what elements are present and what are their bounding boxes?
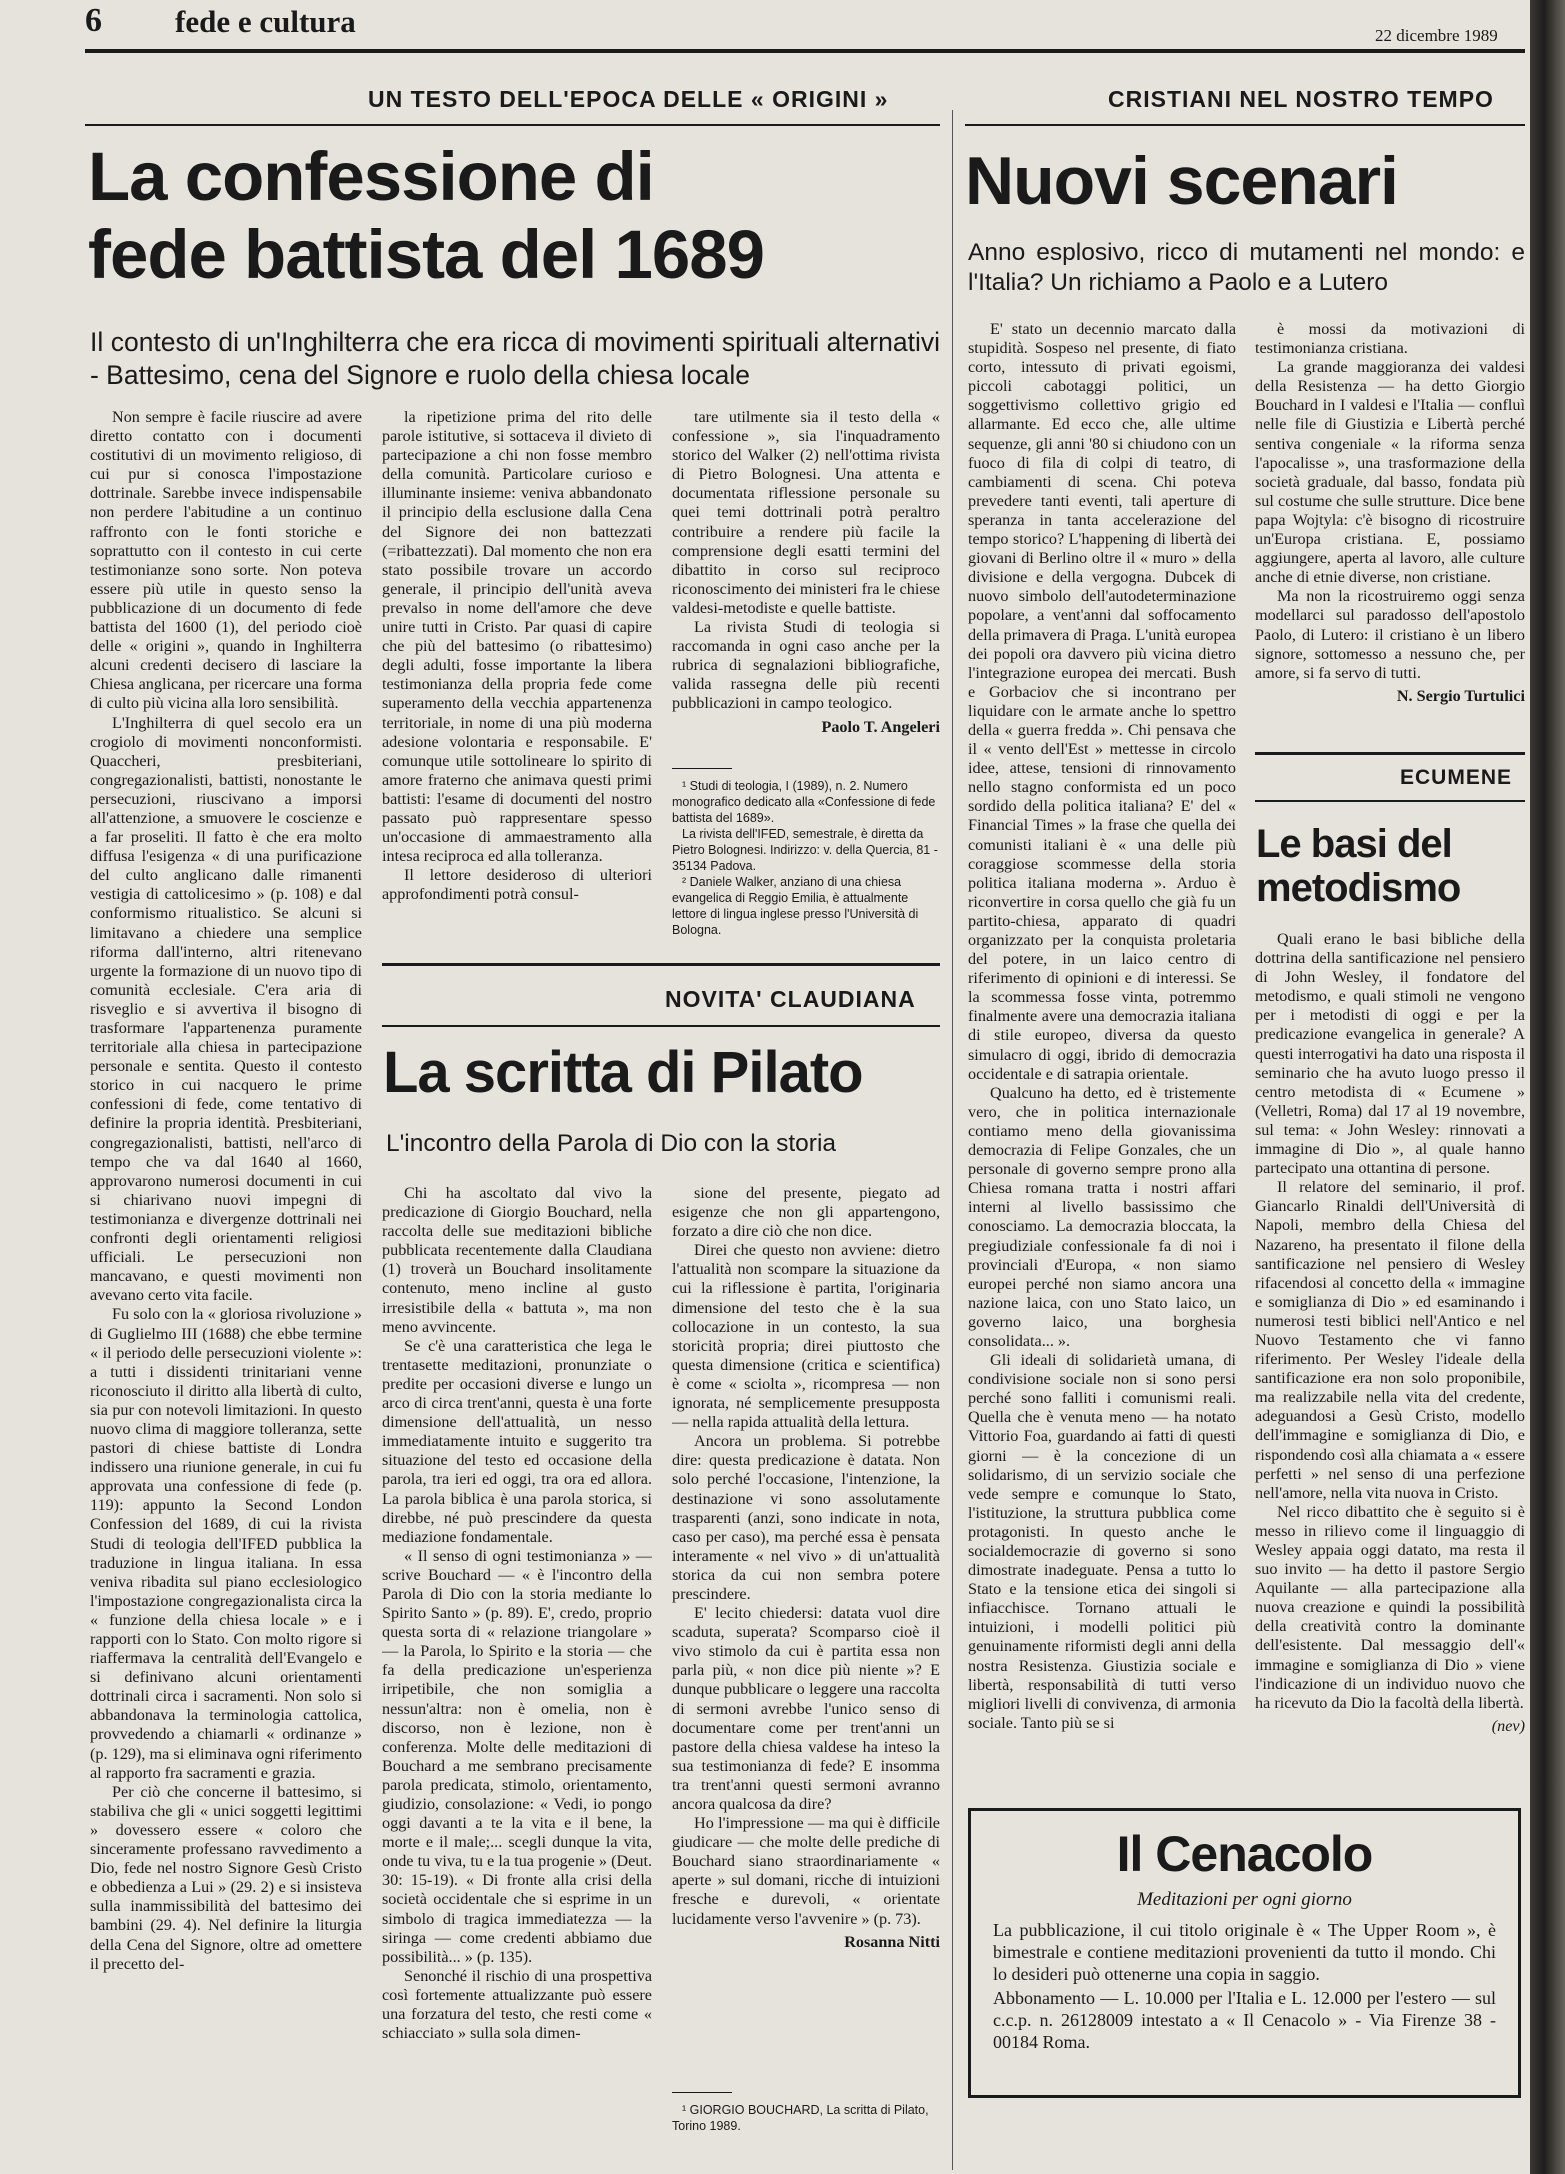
cenacolo-text1: La pubblicazione, il cui titolo originale è « The Upper Room », è bimestrale e contiene meditazioni provenienti da tutto il mondo. Chi lo desideri può ottenerne una copia in saggio. xyxy=(993,1920,1496,1984)
article1-footnotes xyxy=(672,778,940,938)
paragraph: sione del presente, piegato ad esigenze che non gli appartengono, forzato a dire ciò che non dice. xyxy=(672,1184,940,1241)
article4-signature: (nev) xyxy=(1491,1716,1525,1735)
article2-kicker-rule xyxy=(382,1025,940,1027)
article3-kicker: CRISTIANI NEL NOSTRO TEMPO xyxy=(1108,86,1494,112)
article1-column3 xyxy=(672,408,940,753)
paragraph: Ma non la ricostruiremo oggi senza modellarci sul paradosso dell'apostolo Paolo, di Lutero: il cristiano è un libero signore, sottomesso a nessuno che, per amore, si fa servo di tutti. xyxy=(1255,587,1525,682)
paragraph: E' lecito chiedersi: datata vuol dire scaduta, superata? Scomparso cioè il vivo stimolo da cui è partita essa non parla più, « non dice più niente »? E dunque pubblicare o leggere una raccolta di sermoni avrebbe l'unico senso di documentare come per trent'anni un pastore della chiesa valdese ha inteso la sua testimonianza di fede? E insomma tra trent'anni questi sermoni avranno ancora qualcosa da dire? xyxy=(672,1604,940,1813)
paragraph: Il relatore del seminario, il prof. Giancarlo Rinaldi dell'Università di Napoli, membro della Chiesa del Nazareno, ha presentato il filone della santificazione nel pensiero di Wesley rifacendosi al concetto della « immagine e somiglianza di Dio » ed esaminando i numerosi testi biblici nell'Antico e nel Nuovo Testamento che vi fanno riferimento. Per Wesley l'ideale della santificazione era non solo proponibile, ma realizzabile nella vita del credente, adeguandosi a Gesù Cristo, modello dell'immagine e somiglianza di Dio, e rispondendo così alla chiamata a « essere perfetti » nel senso di una perfezione nell'amore, nella vita nuova in Cristo. xyxy=(1255,1178,1525,1502)
article2-kicker: NOVITA' CLAUDIANA xyxy=(665,986,916,1012)
article1-column2 xyxy=(382,408,652,938)
paragraph: Se c'è una caratteristica che lega le trentasette meditazioni, pronunziate o predite per occasioni diverse e lungo un arco di circa trent'anni, questa è una forte dimensione dell'attualità, un nesso immediatamente intuito e suggerito tra situazione del testo ed occasione della parola, tra ieri ed oggi, tra ora ed allora. La parola biblica è una parola storica, si direbbe, né può prescindere da questa mediazione fondamentale. xyxy=(382,1336,652,1546)
article3-signature: N. Sergio Turtulici xyxy=(1396,686,1525,705)
article1-title-line1: La confessione di xyxy=(88,138,654,215)
paragraph: Senonché il rischio di una prospettiva così fortemente attualizzante può essere una forzatura del testo, che resti come « schiacciato » sulla sola dimen- xyxy=(382,1966,652,2043)
article4-kicker: ECUMENE xyxy=(1400,766,1513,789)
masthead-rule xyxy=(85,49,1525,53)
paragraph: Quali erano le basi bibliche della dottrina della santificazione nel pensiero di John Wesley, il fondatore del metodismo, e quali stimoli ne vengono per i metodisti di oggi e per la predicazione evangelica in generale? A questi interrogativi ha dato una risposta il seminario che ha avuto luogo presso il centro metodista di « Ecumene » (Velletri, Roma) dal 17 al 19 novembre, sul tema: « John Wesley: rinnovati a immagine di Dio », al quale hanno partecipato una ottantina di persone. xyxy=(1255,930,1525,1178)
footnote: ¹ Studi di teologia, I (1989), n. 2. Numero monografico dedicato alla «Confessione di fede battista del 1689». xyxy=(672,779,936,825)
article2-deck: L'incontro della Parola di Dio con la storia xyxy=(386,1130,837,1157)
column-divider xyxy=(952,110,953,2170)
article4-title-line2: metodismo xyxy=(1256,866,1461,910)
article4-title-line1: Le basi del xyxy=(1256,822,1452,866)
cenacolo-text2: Abbonamento — L. 10.000 per l'Italia e L. 12.000 per l'estero — sul c.c.p. n. 26128009 intestato a « Il Cenacolo » - Via Firenze 38 - 00184 Roma. xyxy=(993,1988,1496,2052)
paragraph: Ancora un problema. Si potrebbe dire: questa predicazione è datata. Non solo perché l'occasione, l'intenzione, la destinazione vi sono assolutamente trasparenti (anzi, sono indicate in nota, caso per caso), ma perché essa è pensata interamente « nel vivo » di un'attualità storica da cui non sembra potere prescindere. xyxy=(672,1432,940,1603)
article1-top-rule xyxy=(85,124,940,126)
paragraph: Direi che questo non avviene: dietro l'attualità non scompare la situazione da cui la riflessione è partita, l'originaria dimensione del testo che è la sua collocazione in un contesto, la sua storicità propria; direi piuttosto che questa dimensione (critica e scientifica) è come « sciolta », ricompresa — non ignorata, né semplicemente presupposta — nella rapida attualità della lettura. xyxy=(672,1241,940,1432)
footnote: ¹ GIORGIO BOUCHARD, La scritta di Pilato, Torino 1989. xyxy=(672,2103,929,2133)
paragraph: Gli ideali di solidarietà umana, di condivisione sociale non si sono persi perché sono falliti i comunismi reali. Quella che è venuta meno — ha notato Vittorio Foa, guardando ai fatti di questi giorni — è la concezione di un solidarismo, di un servizio sociale che vede sempre e comunque lo Stato, l'istituzione, la struttura pubblica come protagonisti. In questo anche le socialdemocrazie di governo si sono dimostrate inadeguate. Pensa a tutto lo Stato e la tensione etica dei singoli si infiacchisce. Tornano attuali le intuizioni, i modelli politici più genuinamente riformisti degli anni della nostra Resistenza. Giustizia sociale e libertà, responsabilità di tutti verso migliori livelli di convivenza, di armonia sociale. Tanto più se si xyxy=(968,1351,1236,1732)
paragraph: E' stato un decennio marcato dalla stupidità. Sospeso nel presente, di fiato corto, intessuto di privati egoismi, piccoli cabotaggi politici, un soggettivismo collettivo grigio ed allarmante. Ed ecco che, alle ultime sequenze, gli anni '80 si chiudono con un fuoco di fila di colpi di teatro, di cambiamenti di scena. Chi poteva prevedere tanti eventi, tali aperture di speranza in tanta accelerazione del tempo storico? L'happening di libertà dei giovani di Berlino oltre il « muro » della divisione e della vergogna. Dubcek di nuovo simbolo dell'autodeterminazione popolare, a vent'anni dal soffocamento della primavera di Praga. L'unità europea dei popoli ora davvero più vicina dietro l'integrazione europea dei mercati. Bush e Gorbaciov che si incontrano per liquidare con le armate anche lo spettro della « guerra fredda ». Chi pensava che il « vento dell'Est » mettesse in circolo idee, attese, tensioni di rinnovamento nello stagno conformista ed un poco sordido della politica italiana? E' del « Financial Times » la frase che quella dei comunisti italiani è « una delle più coraggiose scommesse della storia politica italiana moderna ». Arduo è riconvertire in corsa quello che già fu un partito-chiesa, apparato di quadri organizzato per la conquista proletaria del potere, in un laico centro di riferimento di opinioni e di interessi. Se la scommessa fosse vinta, potremmo finalmente avere una democrazia italiana di stile europeo, diversa da questo simulacro di oggi, ibrido di democrazia occidentale e di satrapia orientale. xyxy=(968,320,1236,1083)
article2-signature: Rosanna Nitti xyxy=(844,1932,940,1951)
paragraph: L'Inghilterra di quel secolo era un crogiolo di movimenti nonconformisti. Quaccheri, presbiteriani, congregazionalisti, battisti, nonostante le persecuzioni, riuscivano a imporsi all'attenzione, a smuovere le coscienze e a far proseliti. Il fatto è che era molto diffusa l'esigenza « di una purificazione del culto anglicano dalle rimanenti vestigia di cattolicesimo » (p. 108) e dal conformismo ritualistico. Se alcuni si limitavano a chiedere una semplice riforma dall'interno, altri ritenevano urgente la formazione di un nuovo tipo di comunità ecclesiale. C'era aria di risveglio e si avvertiva il bisogno di trasformare l'appartenenza puramente territoriale alla chiesa in partecipazione personale e sentita. Questo il contesto storico in cui nacquero le prime confessioni di fede, come tentativo di definire la propria identità. Presbiteriani, congregazionalisti, battisti, nell'arco di tempo che va dal 1640 al 1660, approvarono numerosi documenti in cui si chiarivano nuovi impegni di testimonianza e divergenze dottrinali nei confronti degli orientamenti religiosi ufficiali. Le persecuzioni non mancavano, e questi movimenti non avevano certo vita facile. xyxy=(90,713,362,1305)
page-number: 6 xyxy=(85,2,102,39)
footnote-rule xyxy=(672,2092,732,2093)
paragraph: La grande maggioranza dei valdesi della Resistenza — ha detto Giorgio Bouchard in I valdesi e l'Italia — confluì nelle file di Giustizia e Libertà perché sentiva congeniale « la riforma senza l'apocalisse », una trasformazione della società graduale, dal basso, fondata più sul costume che sulle strutture. Dice bene papa Wojtyla: c'è bisogno di ricostruire un'Europa cristiana. E, possiamo aggiungere, aperta al lavoro, alle culture anche di etnie diverse, non cristiane. xyxy=(1255,358,1525,587)
footnote: La rivista dell'IFED, semestrale, è diretta da Pietro Bolognesi. Indirizzo: v. della Quercia, 81 - 35134 Padova. xyxy=(672,827,938,873)
article2-column1 xyxy=(382,1184,652,2168)
article1-deck: Il contesto di un'Inghilterra che era ricca di movimenti spirituali alternativi - Battesimo, cena del Signore e ruolo della chiesa locale xyxy=(90,327,940,390)
paragraph: è mossi da motivazioni di testimonianza cristiana. xyxy=(1255,320,1525,358)
paragraph: Qualcuno ha detto, ed è tristemente vero, che in politica internazionale contiamo meno della giovanissima democrazia di Felipe Gonzales, che un personale di governo sempre prono alla Chiesa romana tratta i nostri affari interni al livello bassissimo che conosciamo. La democrazia bloccata, la pregiudiziale confessionale fa di noi i provinciali d'Europa, « non siamo europei perché non siamo ancora una nazione laica, con uno Stato laico, un governo laico, una borghesia consolidata... ». xyxy=(968,1083,1236,1350)
article2-column2 xyxy=(672,1184,940,2054)
footnote: ² Daniele Walker, anziano di una chiesa evangelica di Reggio Emilia, è attualmente lettore di lingua inglese presso l'Università di Bologna. xyxy=(672,875,919,937)
article3-top-rule xyxy=(965,124,1525,126)
article2-title: La scritta di Pilato xyxy=(383,1040,863,1105)
article2-footnote xyxy=(672,2102,940,2134)
article3-column2 xyxy=(1255,320,1525,745)
cenacolo-subtitle: Meditazioni per ogni giorno xyxy=(1137,1889,1352,1910)
paragraph: la ripetizione prima del rito delle parole istitutive, si sottaceva il divieto di partecipazione a chi non fosse membro della comunità. Particolare curioso e illuminante insieme: veniva abbandonato il principio della esclusione dalla Cena del Signore dei non battezzati (=ribattezzati). Dal momento che non era stato possibile trovare un accordo generale, il principio dell'unità aveva prevalso in nome dell'amore che deve unire tutti in Cristo. Par quasi di capire che più del battesimo (o ribattesimo) degli adulti, fosse importante la libera testimonianza della propria fede come superamento della vecchia appartenenza territoriale, in nome di una più moderna adesione volontaria e responsabile. E' comunque utile sottolineare lo spirito di amore fraterno che animava questi primi battisti: l'esame di documenti del nostro passato può rappresentare spesso un'occasione di ammaestramento alla intesa reciproca ed alla tolleranza. xyxy=(382,408,652,866)
paragraph: Il lettore desideroso di ulteriori approfondimenti potrà consul- xyxy=(382,866,652,904)
cenacolo-box xyxy=(968,1808,1521,2098)
footnote-rule xyxy=(672,768,732,769)
paragraph: Per ciò che concerne il battesimo, si stabiliva che gli « unici soggetti legittimi » dovessero essere « coloro che sinceramente professano ravvedimento a Dio, fede nel nostro Signore Gesù Cristo e obbedienza a Lui » (29. 2) e si insisteva sulla inammissibilità del battesimo dei bambini (29. 4). Nel definire la liturgia della Cena del Signore, oltre ad omettere il precetto del- xyxy=(90,1782,362,1973)
article1-column1 xyxy=(90,408,362,2168)
issue-date: 22 dicembre 1989 xyxy=(1375,26,1498,45)
article2-top-rule xyxy=(382,963,940,966)
article1-signature: Paolo T. Angeleri xyxy=(821,717,940,736)
paragraph: La rivista Studi di teologia si raccomanda in ogni caso anche per la rubrica di segnalazioni bibliografiche, valida rassegna delle più recenti pubblicazioni in campo teologico. xyxy=(672,618,940,713)
paragraph: Nel ricco dibattito che è seguito si è messo in rilievo come il linguaggio di Wesley appaia oggi datato, ma resta il suo invito — ha detto il pastore Sergio Aquilante — alla partecipazione alla nuova creazione e quindi la possibilità della creatività contro la dominante dell'esistente. Dal messaggio dell'« immagine e somiglianza di Dio » viene l'indicazione di un individuo nuovo che ha ricevuto da Dio la facoltà della libertà. xyxy=(1255,1502,1525,1712)
paragraph: « Il senso di ogni testimonianza » — scrive Bouchard — « è l'incontro della Parola di Dio con la storia mediante lo Spirito Santo » (p. 89). E', credo, proprio questa sorta di « relazione triangolare » — la Parola, lo Spirito e la storia — che fa della predicazione un'esperienza irripetibile, che non somiglia a nessun'altra: non è omelia, non è discorso, non è lezione, non è conferenza. Molte delle meditazioni di Bouchard a me sembrano precisamente parola predicata, stimolo, orientamento, giudizio, consolazione: « Vedi, io pongo oggi davanti a te la vita e il bene, la morte e il male;... scegli dunque la vita, onde tu viva, tu e la tua progenie » (Deut. 30: 15-19). « Di fronte alla crisi della società occidentale che si esprime in un simbolo di tragica immediatezza — la siringa — come credenti abbiamo due possibilità... » (p. 135). xyxy=(382,1546,652,1966)
article1-kicker: UN TESTO DELL'EPOCA DELLE « ORIGINI » xyxy=(368,86,889,112)
article1-title-line2: fede battista del 1689 xyxy=(88,216,764,293)
article4-kicker-rule xyxy=(1255,800,1525,802)
page-spine xyxy=(1530,0,1565,2174)
article3-column1 xyxy=(968,320,1236,2020)
article3-title: Nuovi scenari xyxy=(965,143,1398,219)
paragraph: Fu solo con la « gloriosa rivoluzione » di Guglielmo III (1688) che ebbe termine « il periodo delle persecuzioni violente »: a tutti i dissidenti trinitariani venne riconosciuto il diritto alla libertà di culto, sia pur con notevoli limitazioni. In questo nuovo clima di maggiore tolleranza, sette pastori di chiese battiste di Londra indissero una riunione generale, in cui fu approvata una confessione di fede (p. 119): appunto la Second London Confession del 1689, di cui la rivista Studi di teologia dell'IFED pubblica la traduzione in lingua italiana. In essa veniva ribadita sul piano ecclesiologico l'impostazione congregazionalista circa la « funzione della chiesa locale » e i rapporti con lo Stato. Con molto rigore si riaffermava la centralità dell'Evangelo e si definivano alcuni orientamenti dottrinali circa i sacramenti. Non solo si abbandonava la terminologia cattolica, provvedendo a chiamarli « ordinanze » (p. 129), ma si eliminava ogni riferimento al rapporto fra sacramenti e grazia. xyxy=(90,1305,362,1782)
article3-deck: Anno esplosivo, ricco di mutamenti nel mondo: e l'Italia? Un richiamo a Paolo e a Lutero xyxy=(968,239,1525,296)
paragraph: Ho l'impressione — ma qui è difficile giudicare — che molte delle prediche di Bouchard siano straordinariamente « aperte » sul domani, ricche di intuizioni fresche e durevoli, « orientate lucidamente verso l'avvenire » (p. 73). xyxy=(672,1814,940,1928)
paragraph: Chi ha ascoltato dal vivo la predicazione di Giorgio Bouchard, nella raccolta delle sue meditazioni bibliche pubblicata recentemente dalla Claudiana (1) troverà un Bouchard insolitamente contenuto, meno incline al gusto irresistibile della « battuta », ma non meno avvincente. xyxy=(382,1184,652,1336)
article4-top-rule xyxy=(1255,752,1525,755)
section-title: fede e cultura xyxy=(175,4,356,39)
cenacolo-title: Il Cenacolo xyxy=(1116,1826,1373,1882)
paragraph: tare utilmente sia il testo della « confessione », sia l'inquadramento storico del Walker (2) nell'ottima rivista di Pietro Bolognesi. Una attenta e documentata riflessione personale su quei temi dottrinali potrà peraltro contribuire a rendere più facile la comprensione degli esatti termini del dibattito in corso sul reciproco riconoscimento dei ministeri fra le chiese valdesi-metodiste e quelle battiste. xyxy=(672,408,940,617)
paragraph: Non sempre è facile riuscire ad avere diretto contatto con i documenti costitutivi di un movimento religioso, di cui pur si conosca l'impostazione dottrinale. Sarebbe invece indispensabile non perdere l'abitudine a un continuo raffronto con le fonti storiche e soprattutto con il contesto in cui certe testimonianze sono sorte. Non poteva essere più utile in questo senso la pubblicazione di un documento di fede battista del 1600 (1), del periodo cioè delle « origini », quando in Inghilterra alcuni credenti decisero di lasciare la Chiesa anglicana, per ricercare una forma di culto più vicina alla loro sensibilità. xyxy=(90,408,362,713)
